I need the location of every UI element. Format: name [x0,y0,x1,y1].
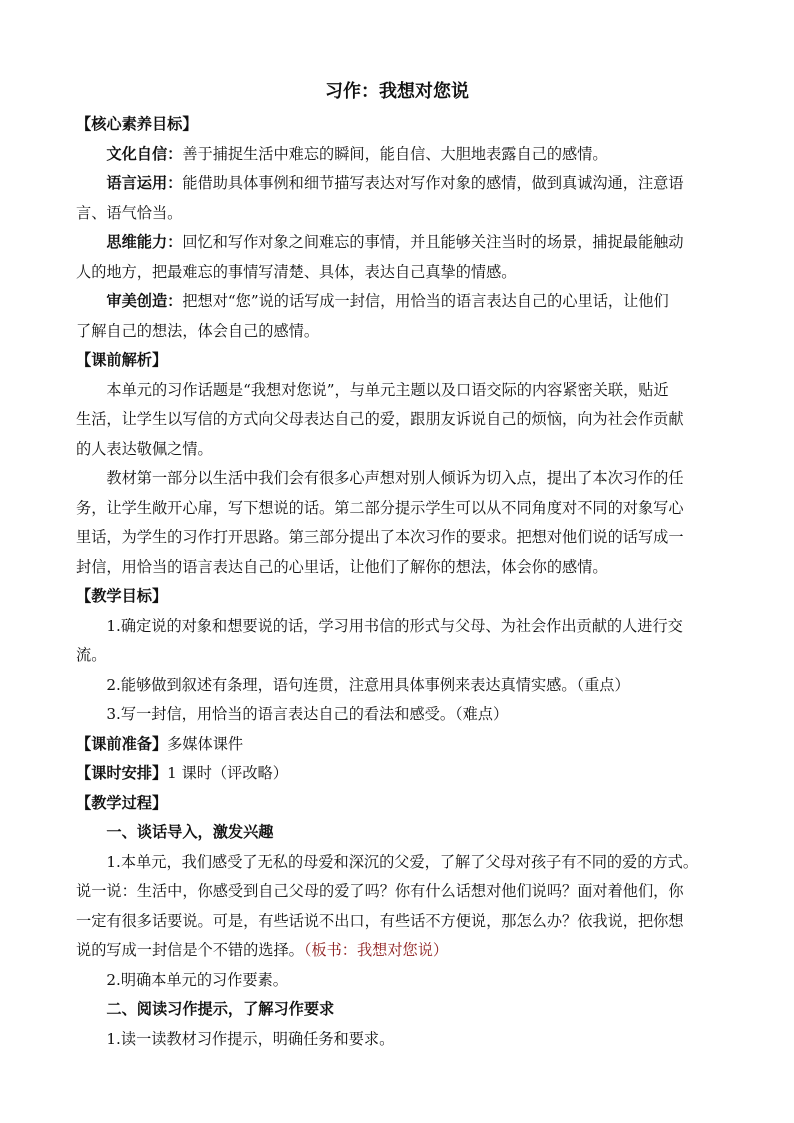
goal2-line1: 能借助具体事例和细节描写表达对写作对象的感情，做到真诚沟通，注意语 [182,174,684,192]
prep-text: 多媒体课件 [167,734,244,753]
page-title: 习作：我想对您说 [325,81,469,102]
step1-p1-line3: 一定有很多话要说。可是，有些话说不出口，有些话不方便说，那怎么办？依我说，把你想 [76,911,684,930]
analysis-paragraph-2 [76,464,718,494]
goal1-text: 善于捕捉生活中难忘的瞬间，能自信、大胆地表露自己的感情。 [182,144,608,163]
analysis-p1-line2: 生活，让学生以写信的方式向父母表达自己的爱，跟朋友诉说自己的烦恼，向为社会作贡献 [76,410,684,428]
goal-aesthetic-cont [76,317,718,347]
step1-p1-cont-2 [76,907,718,937]
goal3-line1: 回忆和写作对象之间难忘的事情，并且能够关注当时的场景，捕捉最能触动 [182,233,684,251]
analysis-p1-cont-1 [76,405,718,435]
analysis-p1-line3: 的人表达敬佩之情。 [76,439,213,458]
objective-3: 3.写一封信，用恰当的语言表达自己的看法和感受。（难点） [106,705,509,723]
obj1-line2: 流。 [76,646,107,664]
goal-language-use-cont [76,199,718,229]
schedule-heading: 【课时安排】 [76,764,168,782]
step1-p1-cont-3 [76,936,718,966]
analysis-p2-cont-1 [76,494,718,524]
prep-line [76,730,718,760]
step2-heading: 二、阅读习作提示，了解习作要求 [106,1000,335,1018]
analysis-p2-line4: 封信，用恰当的语言表达自己的心里话，让他们了解你的想法，体会你的感情。 [76,557,608,576]
step1-p1-line2: 说一说：生活中，你感受到自己父母的爱了吗？你有什么话想对他们说吗？面对着他们，你 [76,882,684,900]
step1-p1-line4: 说的写成一封信是个不错的选择。 [76,941,304,959]
step1-p1-line1: 1.本单元，我们感受了无私的母爱和深沉的父爱，了解了父母对孩子有不同的爱的方式。 [106,852,699,871]
goal3-label: 思维能力： [106,233,183,251]
objective-1-cont [76,641,718,671]
analysis-p2-cont-3 [76,553,718,583]
obj1-line1: 1.确定说的对象和想要说的话，学习用书信的形式与父母、为社会作出贡献的人进行交 [106,616,683,635]
goal2-line2: 言、语气恰当。 [76,203,183,222]
goal-language-use [76,169,718,199]
goal4-label: 审美创造： [106,292,183,310]
goal-thinking [76,228,718,258]
analysis-p2-line2: 务，让学生敞开心扉，写下想说的话。第二部分提示学生可以从不同角度对不同的对象写心 [76,498,684,517]
analysis-heading: 【课前解析】 [76,351,168,369]
schedule-text: 1 课时（评改略） [167,764,288,782]
analysis-p2-line1: 教材第一部分以生活中我们会有很多心声想对别人倾诉为切入点，提出了本次习作的任 [106,469,684,487]
step1-heading: 一、谈话导入，激发兴趣 [106,823,274,841]
goal4-line2: 了解自己的想法，体会自己的感情。 [76,321,319,340]
step1-p1-cont-1 [76,877,718,907]
analysis-p2-line3: 里话，为学生的习作打开思路。第三部分提出了本次习作的要求。把想对他们说的话写成一 [76,528,684,546]
schedule-line [76,759,718,789]
goal2-label: 语言运用： [106,174,183,192]
step2-paragraph-1: 1.读一读教材习作提示，明确任务和要求。 [106,1029,395,1048]
analysis-p1-cont-2 [76,435,718,465]
goal-aesthetic [76,287,718,317]
core-goals-heading: 【核心素养目标】 [76,115,198,133]
prep-heading: 【课前准备】 [76,734,168,753]
goal-thinking-cont [76,258,718,288]
board-note: （板书：我想对您说） [303,941,449,959]
analysis-paragraph-1 [76,376,718,406]
step1-paragraph-2: 2.明确本单元的习作要素。 [106,970,288,989]
objective-2: 2.能够做到叙述有条理，语句连贯，注意用具体事例来表达真情实感。（重点） [106,675,630,694]
objectives-heading: 【教学目标】 [76,587,168,605]
analysis-p2-cont-2 [76,523,718,553]
objective-1 [76,612,718,642]
goal4-line1: 把想对“您”说的话写成一封信，用恰当的语言表达自己的心里话，让他们 [182,292,669,310]
process-heading: 【教学过程】 [76,793,168,812]
goal1-label: 文化自信： [106,144,183,163]
analysis-p1-line1: 本单元的习作话题是“我想对您说”，与单元主题以及口语交际的内容紧密关联，贴近 [106,380,669,399]
goal-cultural-confidence [76,140,718,170]
step1-paragraph-1 [76,848,718,878]
goal3-line2: 人的地方，把最难忘的事情写清楚、具体，表达自己真挚的情感。 [76,262,517,281]
